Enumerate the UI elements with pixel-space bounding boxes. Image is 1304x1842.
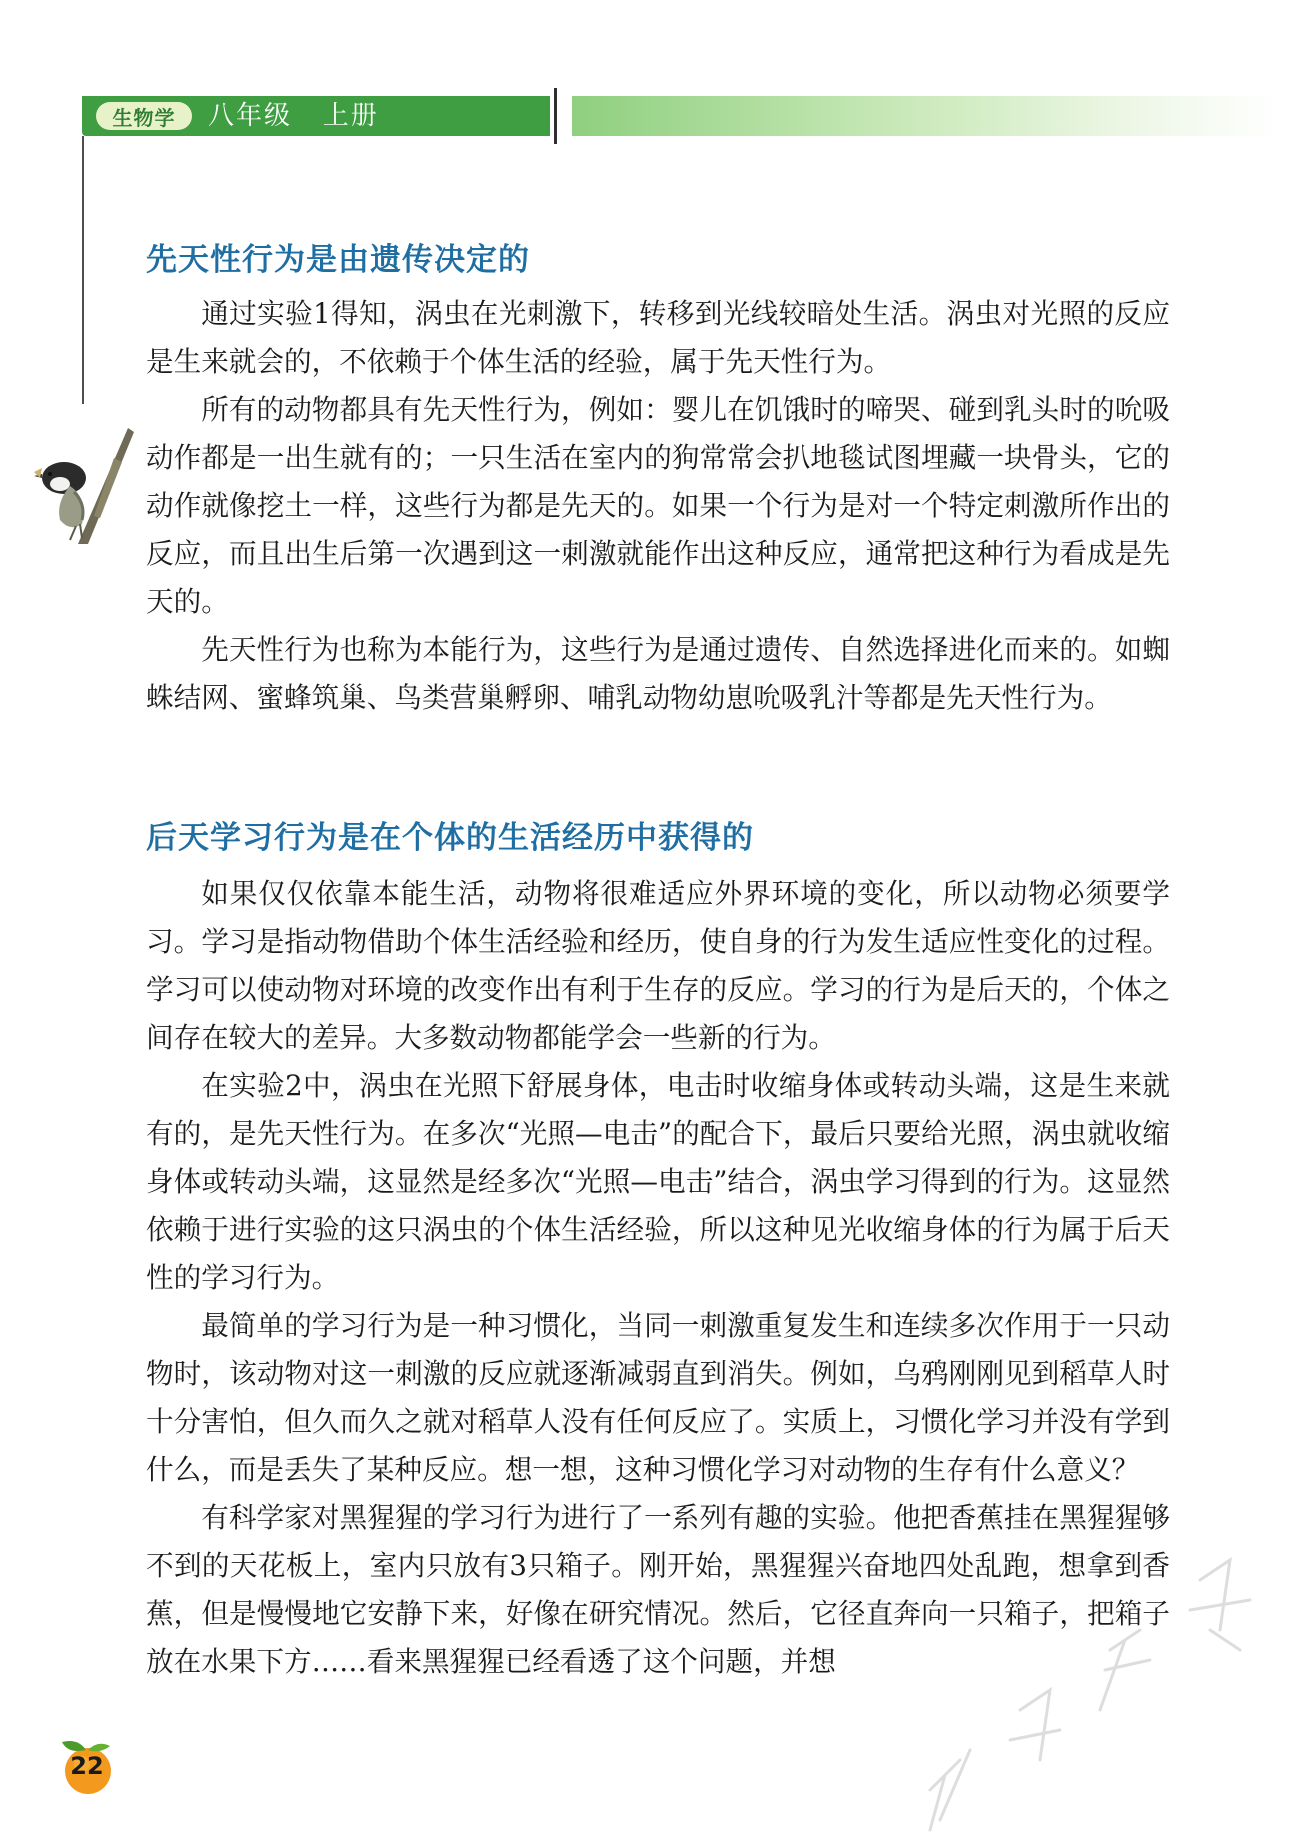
paragraph: 有科学家对黑猩猩的学习行为进行了一系列有趣的实验。他把香蕉挂在黑猩猩够不到的天花板上，室内只放有3只箱子。刚开始，黑猩猩兴奋地四处乱跑，想拿到香蕉，但是慢慢地它安静下来，好像在研究情况。然后，它径直奔向一只箱子，把箱子放在水果下方……看来黑猩猩已经看透了这个问题，并想 <box>146 1501 1170 1678</box>
paragraph: 如果仅仅依靠本能生活，动物将很难适应外界环境的变化，所以动物必须要学习。学习是指动物借助个体生活经验和经历，使自身的行为发生适应性变化的过程。学习可以使动物对环境的改变作出有利于生存的反应。学习的行为是后天的，个体之间存在较大的差异。大多数动物都能学会一些新的行为。 <box>146 877 1170 1054</box>
section-body-learned-behavior <box>146 870 1170 1686</box>
margin-rule <box>82 136 84 404</box>
section-body-innate-behavior <box>146 290 1170 722</box>
paragraph: 先天性行为也称为本能行为，这些行为是通过遗传、自然选择进化而来的。如蜘蛛结网、蜜蜂筑巢、鸟类营巢孵卵、哺乳动物幼崽吮吸乳汁等都是先天性行为。 <box>146 633 1170 714</box>
header-gradient-bar <box>572 96 1278 136</box>
paragraph: 所有的动物都具有先天性行为，例如：婴儿在饥饿时的啼哭、碰到乳头时的吮吸动作都是一出生就有的；一只生活在室内的狗常常会扒地毯试图埋藏一块骨头，它的动作就像挖土一样，这些行为都是先天的。如果一个行为是对一个特定刺激所作出的反应，而且出生后第一次遇到这一刺激就能作出这种反应，通常把这种行为看成是先天的。 <box>146 393 1170 618</box>
bird-photo <box>30 428 134 544</box>
section-heading-innate-behavior: 先天性行为是由遗传决定的 <box>146 242 530 278</box>
page-number: 22 <box>70 1752 104 1780</box>
grade-label: 八年级 上册 <box>208 101 379 131</box>
paragraph: 在实验2中，涡虫在光照下舒展身体，电击时收缩身体或转动头端，这是生来就有的，是先天性行为。在多次“光照—电击”的配合下，最后只要给光照，涡虫就收缩身体或转动头端，这显然是经多次“光照—电击”结合，涡虫学习得到的行为。这显然依赖于进行实验的这只涡虫的个体生活经验，所以这种见光收缩身体的行为属于后天性的学习行为。 <box>146 1069 1170 1294</box>
header-title-bar <box>82 96 550 136</box>
section-heading-learned-behavior: 后天学习行为是在个体的生活经历中获得的 <box>146 820 754 856</box>
paragraph: 通过实验1得知，涡虫在光刺激下，转移到光线较暗处生活。涡虫对光照的反应是生来就会的，不依赖于个体生活的经验，属于先天性行为。 <box>146 297 1170 378</box>
subject-badge: 生物学 <box>96 102 192 130</box>
header-divider <box>554 88 557 144</box>
paragraph: 最简单的学习行为是一种习惯化，当同一刺激重复发生和连续多次作用于一只动物时，该动物对这一刺激的反应就逐渐减弱直到消失。例如，乌鸦刚刚见到稻草人时十分害怕，但久而久之就对稻草人没有任何反应了。实质上，习惯化学习并没有学到什么，而是丢失了某种反应。想一想，这种习惯化学习对动物的生存有什么意义？ <box>146 1309 1170 1486</box>
